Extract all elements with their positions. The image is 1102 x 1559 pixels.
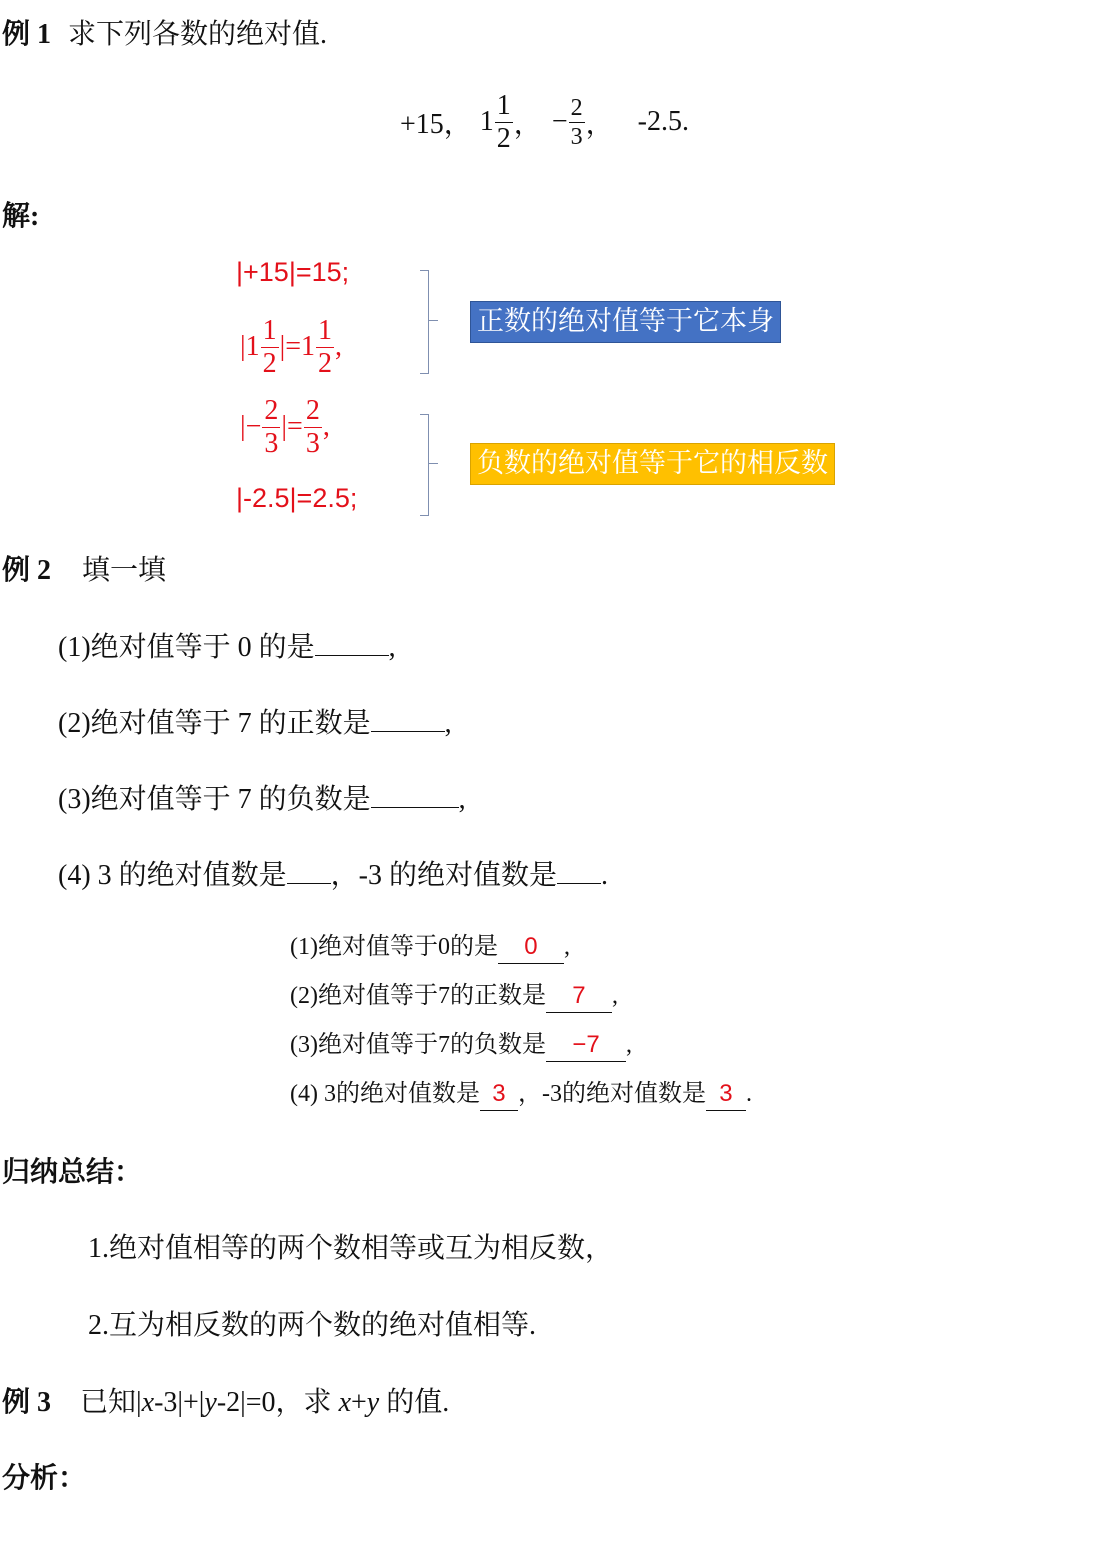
blank-2[interactable] [371,703,445,732]
summary-point-2: 2.互为相反数的两个数的绝对值相等. [88,1310,537,1341]
example-1-numbers: +15， 1 $\frac{1}{2}$ ， − $\frac{2}{3}$ ， -2.5. [400,89,689,154]
answer-1-value: 0 [498,935,564,964]
note-negative-abs: 负数的绝对值等于它的相反数 [470,443,835,485]
example-3-label: 例 3 [2,1387,52,1418]
number-plus-15: +15， [400,109,472,140]
answer-2-value: 7 [546,984,612,1013]
question-2: (2)绝对值等于 7 的正数是 , [58,701,452,741]
example-1-heading [2,12,327,52]
example-3-text: 已知|x-3|+|y-2|=0，求 x+y 的值. [80,1387,450,1418]
solution-label: 解: [2,201,40,232]
blank-1[interactable] [315,627,389,656]
minus-sign: − [551,106,568,137]
answer-3-value: −7 [546,1033,626,1062]
example-2-text: 填一填 [82,555,167,586]
solution-line-2: |1 $\frac{1}{2}$ |=1 $\frac{1}{2}$ , [240,314,343,379]
blank-4a[interactable] [287,855,331,884]
answer-3: (3)绝对值等于7的负数是 −7 , [290,1024,632,1062]
fraction-two-thirds: $\frac{2}{3}$ [570,94,583,150]
question-4: (4) 3 的绝对值数是 ，-3 的绝对值数是 . [58,853,608,893]
example-2-heading [2,548,166,588]
number-minus-2-5: -2.5. [637,106,689,137]
question-1: (1)绝对值等于 0 的是 , [58,625,396,665]
example-2-label: 例 2 [2,555,52,586]
solution-line-3: |− $\frac{2}{3}$ |= $\frac{2}{3}$ , [240,394,330,459]
example-3-heading [2,1380,449,1420]
answer-2: (2)绝对值等于7的正数是 7 , [290,975,618,1013]
summary-point-1: 1.绝对值相等的两个数相等或互为相反数， [88,1233,614,1264]
bracket-positive [420,270,429,374]
blank-3[interactable] [371,779,459,808]
blank-4b[interactable] [557,855,601,884]
answer-4: (4) 3的绝对值数是 3 ，-3的绝对值数是 3 . [290,1073,752,1111]
analysis-label: 分析： [2,1463,87,1494]
solution-line-4: |-2.5|=2.5; [236,483,358,513]
question-3: (3)绝对值等于 7 的负数是 , [58,777,466,817]
bracket-tick-positive [428,320,438,321]
answer-1: (1)绝对值等于0的是 0 , [290,926,570,964]
number-mixed-whole: 1 [479,106,494,137]
fraction-one-half: $\frac{1}{2}$ [496,89,511,154]
summary-label: 归纳总结： [2,1157,143,1188]
example-1-label: 例 1 [2,19,52,50]
answer-4b-value: 3 [706,1082,746,1111]
bracket-tick-negative [428,463,438,464]
answer-4a-value: 3 [480,1082,518,1111]
example-1-text: 求下列各数的绝对值. [68,19,328,50]
note-positive-abs: 正数的绝对值等于它本身 [470,301,781,343]
bracket-negative [420,414,429,516]
solution-line-1: |+15|=15; [236,257,350,287]
